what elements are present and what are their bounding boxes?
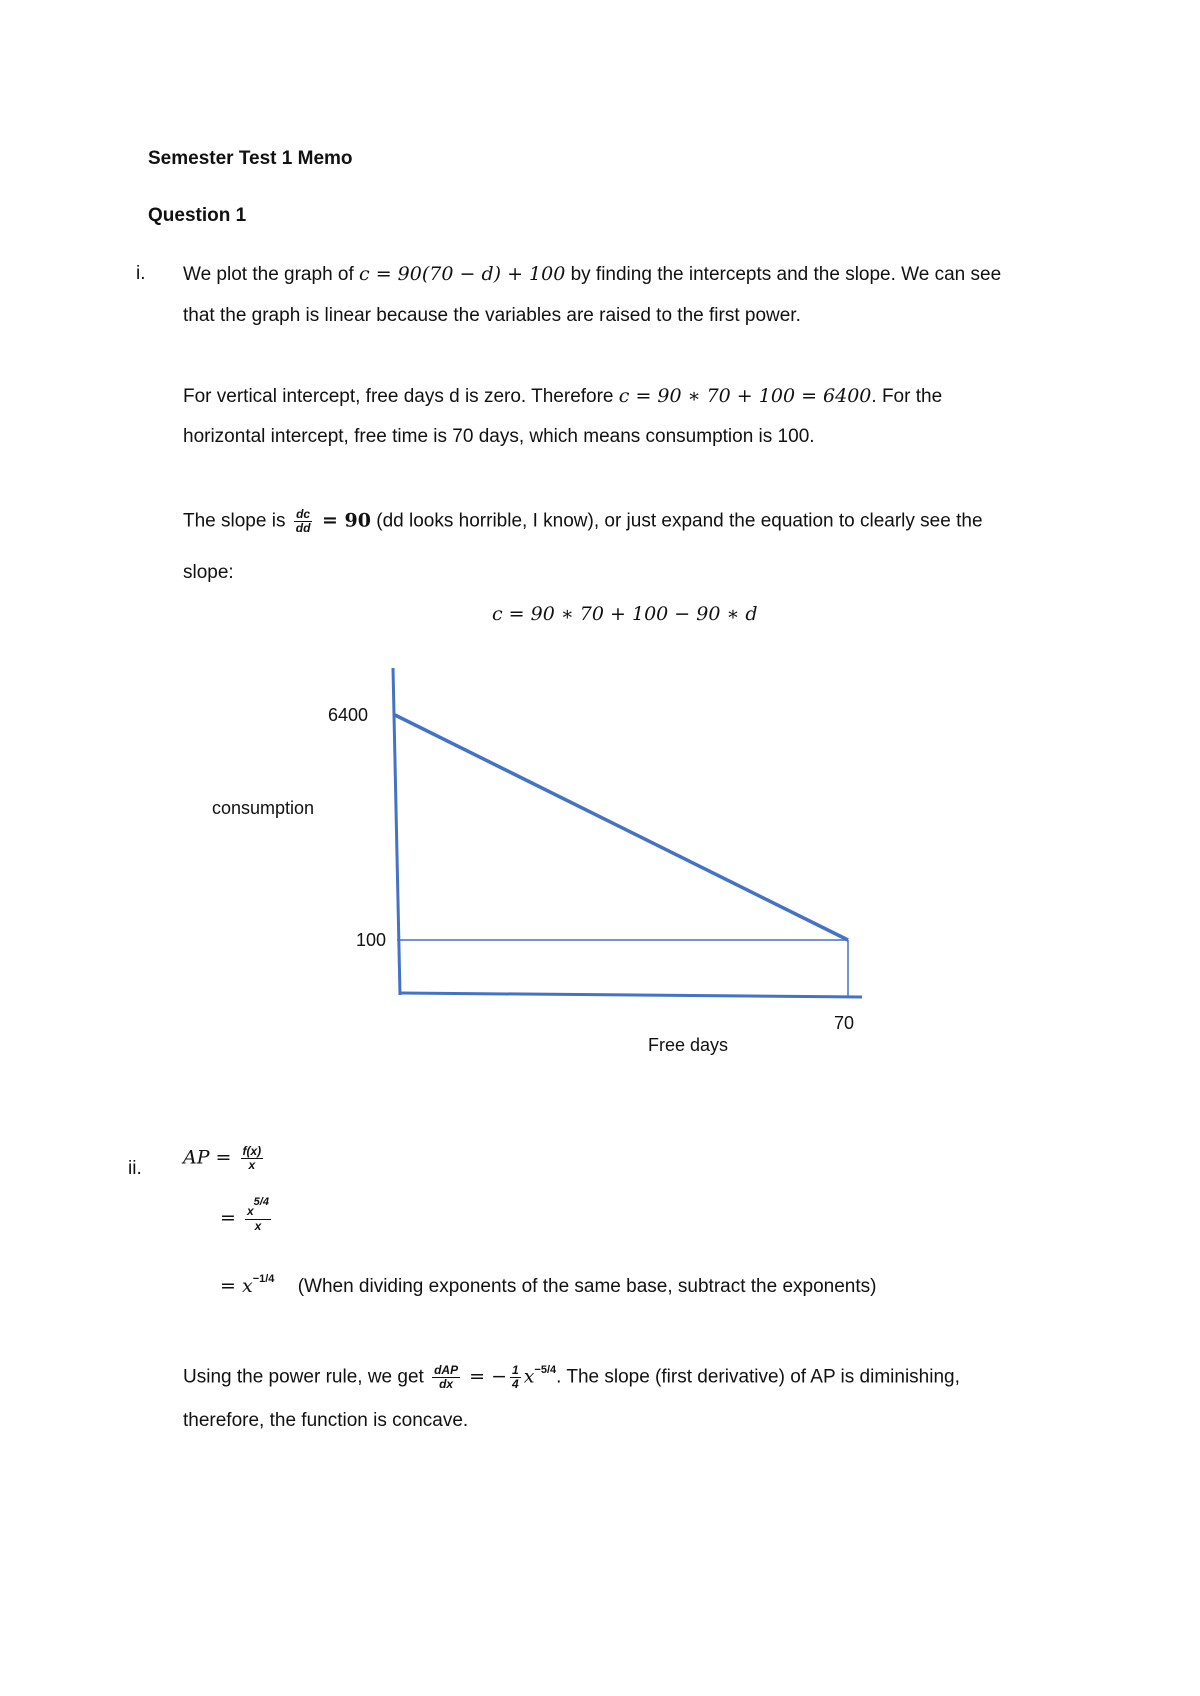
exponent: −5/4 xyxy=(534,1363,557,1376)
paragraph-line xyxy=(183,1364,960,1391)
text: The slope is xyxy=(183,510,291,532)
exponent: −1/4 xyxy=(252,1273,275,1285)
paragraph-line: therefore, the function is concave. xyxy=(183,1410,469,1431)
y-tick-label: 6400 xyxy=(327,705,368,725)
part-i-marker: i. xyxy=(136,263,146,284)
fraction xyxy=(432,1364,460,1391)
y-axis-label: consumption xyxy=(211,798,315,818)
fraction-numerator: f(x) xyxy=(242,1144,262,1158)
centered-equation: c = 90 ∗ 70 + 100 − 90 ∗ d xyxy=(492,603,758,625)
x-axis xyxy=(400,993,862,997)
equation-line xyxy=(220,1275,876,1298)
paragraph-line: that the graph is linear because the variables are raised to the first power. xyxy=(183,305,801,326)
fraction-numerator xyxy=(245,1196,271,1220)
fraction xyxy=(241,1145,264,1172)
fraction-numerator: 1 xyxy=(512,1363,519,1377)
fraction-denominator: dd xyxy=(295,521,311,535)
fraction xyxy=(510,1364,521,1391)
equation: = − xyxy=(463,1365,507,1388)
fraction xyxy=(245,1196,271,1233)
question-heading: Question 1 xyxy=(148,205,247,226)
exponent: 5/4 xyxy=(253,1196,269,1208)
fraction-denominator: x xyxy=(254,1219,262,1233)
variable: x xyxy=(523,1365,535,1388)
equation: = x xyxy=(220,1275,253,1297)
note: (When dividing exponents of the same base, subtract the exponents) xyxy=(297,1276,877,1297)
page-title: Semester Test 1 Memo xyxy=(148,148,353,169)
fraction-denominator: 4 xyxy=(512,1377,519,1391)
base: x xyxy=(246,1204,254,1218)
paragraph-line: horizontal intercept, free time is 70 days, which means consumption is 100. xyxy=(183,426,815,447)
text: (dd looks horrible, I know), or just expand the equation to clearly see the xyxy=(371,510,983,532)
equation-line xyxy=(183,1145,266,1172)
paragraph-line: slope: xyxy=(183,562,234,583)
text: Using the power rule, we get xyxy=(183,1366,430,1388)
equation: c = 90(70 − d) + 100 xyxy=(359,263,566,285)
fraction-numerator: dc xyxy=(294,508,313,522)
fraction-denominator: x xyxy=(248,1158,256,1172)
series-line xyxy=(395,715,848,940)
fraction-numerator: dAP xyxy=(434,1363,459,1377)
fraction-denominator: dx xyxy=(439,1377,454,1391)
text: We plot the graph of xyxy=(183,264,360,285)
text: . For the xyxy=(871,386,943,407)
equation: = 90 xyxy=(315,509,371,532)
equation: AP = xyxy=(183,1146,238,1169)
equation: = xyxy=(220,1207,242,1230)
x-tick-label: 70 xyxy=(833,1013,855,1033)
text: For vertical intercept, free days d is zero. Therefore xyxy=(183,386,619,407)
y-tick-label: 100 xyxy=(355,930,386,950)
text: . The slope (first derivative) of AP is diminishing, xyxy=(556,1366,960,1388)
equation-line xyxy=(220,1196,274,1233)
x-axis-label: Free days xyxy=(647,1035,729,1055)
text: by finding the intercepts and the slope. We can see xyxy=(565,264,1002,285)
part-ii-marker: ii. xyxy=(128,1158,142,1179)
equation: c = 90 ∗ 70 + 100 = 6400 xyxy=(618,385,872,407)
